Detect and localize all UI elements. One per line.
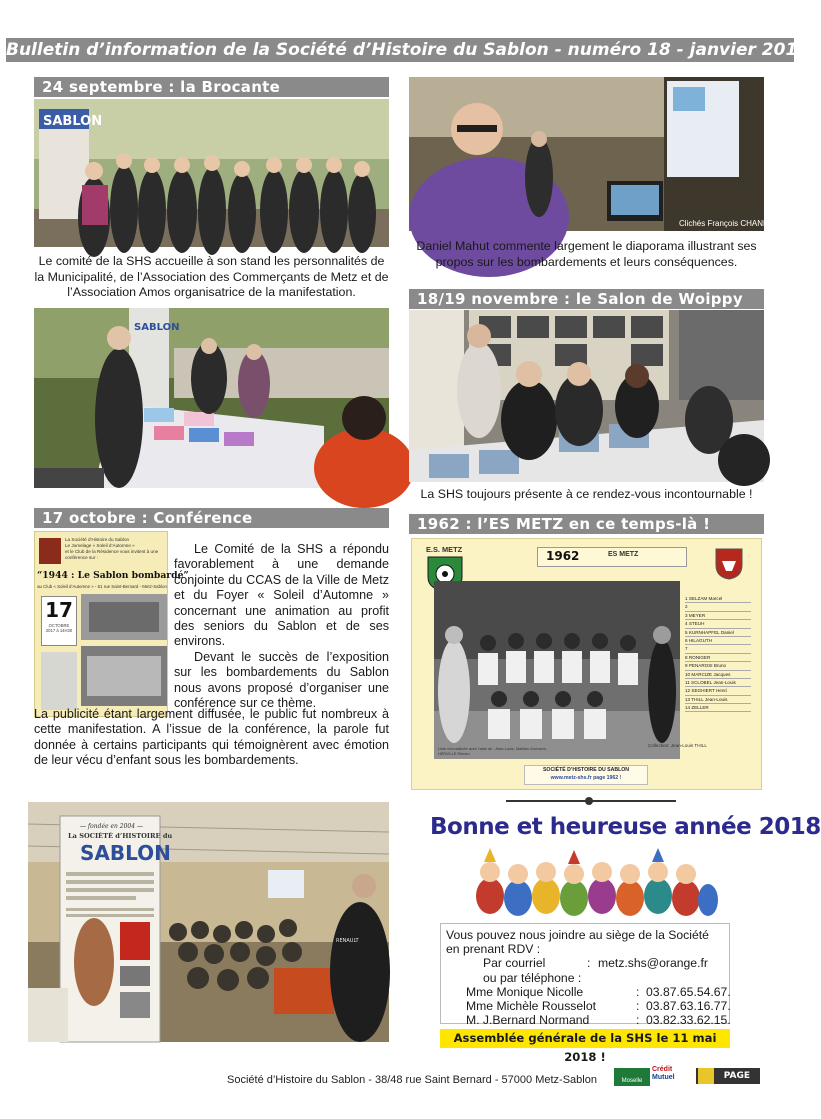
shirt-label: RENAULT: [336, 938, 359, 944]
sponsor-moselle-logo: [614, 1068, 650, 1086]
stand-banner-text-2: SABLON: [134, 322, 180, 333]
contact-phone[interactable]: 03.87.63.16.77.: [646, 998, 731, 1013]
contact-email-link[interactable]: metz.shs@orange.fr: [598, 956, 708, 971]
bulletin-header: Bulletin d’information de la Société d’Histoire du Sablon - numéro 18 - janvier 2018: [6, 40, 810, 60]
stand-banner-text: SABLON: [43, 114, 103, 129]
photo-conference-room: [28, 802, 389, 1042]
sponsor-moselle-text: Moselle: [621, 1078, 643, 1084]
poster-venue: au Club « Soleil d’Automne » - 51 rue Saint-Bernard - Metz-Sablon: [37, 584, 167, 589]
player-entry: 3 MEYER: [685, 612, 751, 620]
conference-text-column: [174, 542, 389, 711]
conference-text-wrap: [34, 707, 389, 787]
photo-diaporama: [409, 77, 780, 231]
contact-label: ou par téléphone :: [483, 970, 582, 985]
player-entry: 4 STEUH: [685, 620, 751, 628]
contact-row: [466, 1013, 731, 1028]
metz-city-crest: [714, 547, 744, 581]
contact-row-phone-intro: [483, 971, 725, 985]
greeting-title: Bonne et heureuse année 2018: [430, 814, 821, 840]
poster-title: “1944 : Le Sablon bombardé”: [37, 570, 189, 581]
conference-paragraph-3-tail: La publicité étant largement diffusée, le public fut nombreux à cette manifestation. A l’issue de la conférence, la parole fut donnée à certains participants qui témoignèrent avec émotion de leur vécu d’enfant sous les bombardements.: [34, 707, 389, 768]
contact-separator: :: [587, 956, 591, 971]
esmetz-footer-line2: www.metz-shs.fr page 1962 !: [550, 775, 622, 781]
poster-org-line: et le Club de la Résidence vous invitent à une: [65, 549, 159, 554]
contact-phone[interactable]: 03.82.33.62.15.: [646, 1013, 731, 1028]
esmetz-club-name: E.S. METZ: [426, 545, 463, 554]
festive-crowd-illustration: [470, 848, 720, 918]
contact-label: Par courriel: [483, 956, 546, 971]
section-heading-esmetz: 1962 : l’ES METZ en ce temps-là !: [409, 514, 764, 534]
team-photo: [434, 581, 680, 759]
sponsor-page-logo: [696, 1068, 760, 1084]
conference-paragraph-2: Devant le succès de l’exposition sur les bombardements du Sablon nous avons proposé d’organiser une conférence sur ce thème.: [174, 649, 389, 711]
banner-sablon: SABLON: [80, 841, 171, 865]
conference-poster: [34, 531, 189, 717]
assembly-notice: Assemblée générale de la SHS le 11 mai 2018 !: [440, 1029, 730, 1048]
player-entry: 12 SEGHIERT Henri: [685, 687, 751, 695]
player-entry: 6 HILAGUTH: [685, 637, 751, 645]
sponsor-credit-mutuel-logo: [652, 1066, 694, 1086]
player-entry: 11 SCLOBEL Jean-Louis: [685, 679, 751, 687]
section-heading-conference: 17 octobre : Conférence: [34, 508, 389, 528]
esmetz-card: [411, 538, 762, 790]
player-entry: 10 MARCIZE Jacques: [685, 671, 751, 679]
sponsor-page-mark: [698, 1068, 714, 1084]
caption-diaporama: Daniel Mahut commente largement le diaporama illustrant ses propos sur les bombardements et leurs conséquences.: [416, 239, 757, 269]
contact-separator: :: [636, 984, 640, 999]
player-entry: 5 KURNHAPFEL Daniel: [685, 629, 751, 637]
poster-day: 17: [45, 598, 73, 622]
poster-photos: [81, 594, 167, 714]
player-entry: 14 ZELLER: [685, 704, 751, 712]
poster-org-line: La Société d’Histoire du Sablon: [65, 537, 130, 542]
poster-logo: [39, 538, 61, 564]
contact-intro: Vous pouvez nous joindre au siège de la Société en prenant RDV :: [446, 928, 709, 957]
player-entry: 9 PENAROSI Bruno: [685, 662, 751, 670]
section-heading-brocante: 24 septembre : la Brocante: [34, 77, 389, 97]
contact-person: Mme Monique Nicolle: [466, 984, 584, 999]
caption-brocante-1: Le comité de la SHS accueille à son stand les personnalités de la Municipalité, de l’Association des Commerçants de Metz et de l’Association Amos organisatrice de la manifestation.: [34, 254, 389, 299]
contact-separator: :: [636, 998, 640, 1013]
contact-separator: :: [636, 1013, 640, 1028]
player-entry: 8 RONIGER: [685, 654, 751, 662]
player-list: [685, 595, 751, 712]
contact-row: [466, 998, 731, 1013]
section-heading-salon: 18/19 novembre : le Salon de Woippy: [409, 289, 764, 309]
poster-monument: [41, 652, 77, 710]
sponsor-mutuel-text: Mutuel: [652, 1074, 675, 1081]
contact-box: [440, 923, 731, 1028]
photo-brocante-stand: [34, 308, 389, 488]
ornament-dot: [585, 797, 593, 805]
footer-address: Société d’Histoire du Sablon - 38/48 rue Saint Bernard - 57000 Metz-Sablon: [227, 1074, 597, 1086]
banner-society: La SOCIÉTÉ d’HISTOIRE du: [68, 832, 173, 840]
player-entry: 1 SELZAM Marcel: [685, 595, 751, 603]
poster-month: OCTOBRE 2017 à 14H30: [45, 623, 73, 633]
player-entry: 13 THILL Jean-Louis: [685, 696, 751, 704]
sponsor-page-text: PAGE: [723, 1071, 750, 1081]
banner-founded: — fondée en 2004 —: [80, 823, 143, 830]
poster-org-line: Le Jumelage « Soleil d’Automne »: [65, 543, 135, 548]
sponsor-credit-text: Crédit: [652, 1066, 673, 1073]
photo-brocante-group: [34, 99, 389, 247]
esmetz-team: ES METZ: [608, 551, 639, 558]
contact-row: [466, 984, 731, 999]
photo-credit: Clichés François CHANNEN: [679, 219, 780, 228]
photo-salon-woippy: [409, 310, 764, 482]
esmetz-footer-line1: SOCIÉTÉ D’HISTOIRE DU SABLON: [542, 767, 630, 773]
esmetz-note: Liste reconstituée avec l’aide de : Jean-Louis, Mathieu Kormann, HERVILLE Rémen: [438, 747, 547, 756]
contact-person: Mme Michèle Rousselot: [466, 998, 597, 1013]
contact-phone[interactable]: 03.87.65.54.67.: [646, 984, 731, 999]
esmetz-year: 1962: [546, 549, 580, 563]
contact-person: M. J.Bernard Normand: [466, 1013, 590, 1028]
esmetz-collection: Collection: Jean-Louis THILL: [648, 743, 707, 748]
contact-row-email: [483, 956, 725, 970]
conference-paragraph-1: Le Comité de la SHS a répondu favorablement à une demande conjointe du CCAS de la Ville de Metz et du Foyer « Soleil d’Automne » concernant une animation au profit des seniors du Sablon et de ses environs.: [174, 542, 389, 649]
poster-org-line: conférence sur :: [65, 555, 98, 560]
caption-salon: La SHS toujours présente à ce rendez-vous incontournable !: [420, 487, 753, 501]
player-entry: 7: [685, 645, 751, 653]
player-entry: 2: [685, 603, 751, 611]
